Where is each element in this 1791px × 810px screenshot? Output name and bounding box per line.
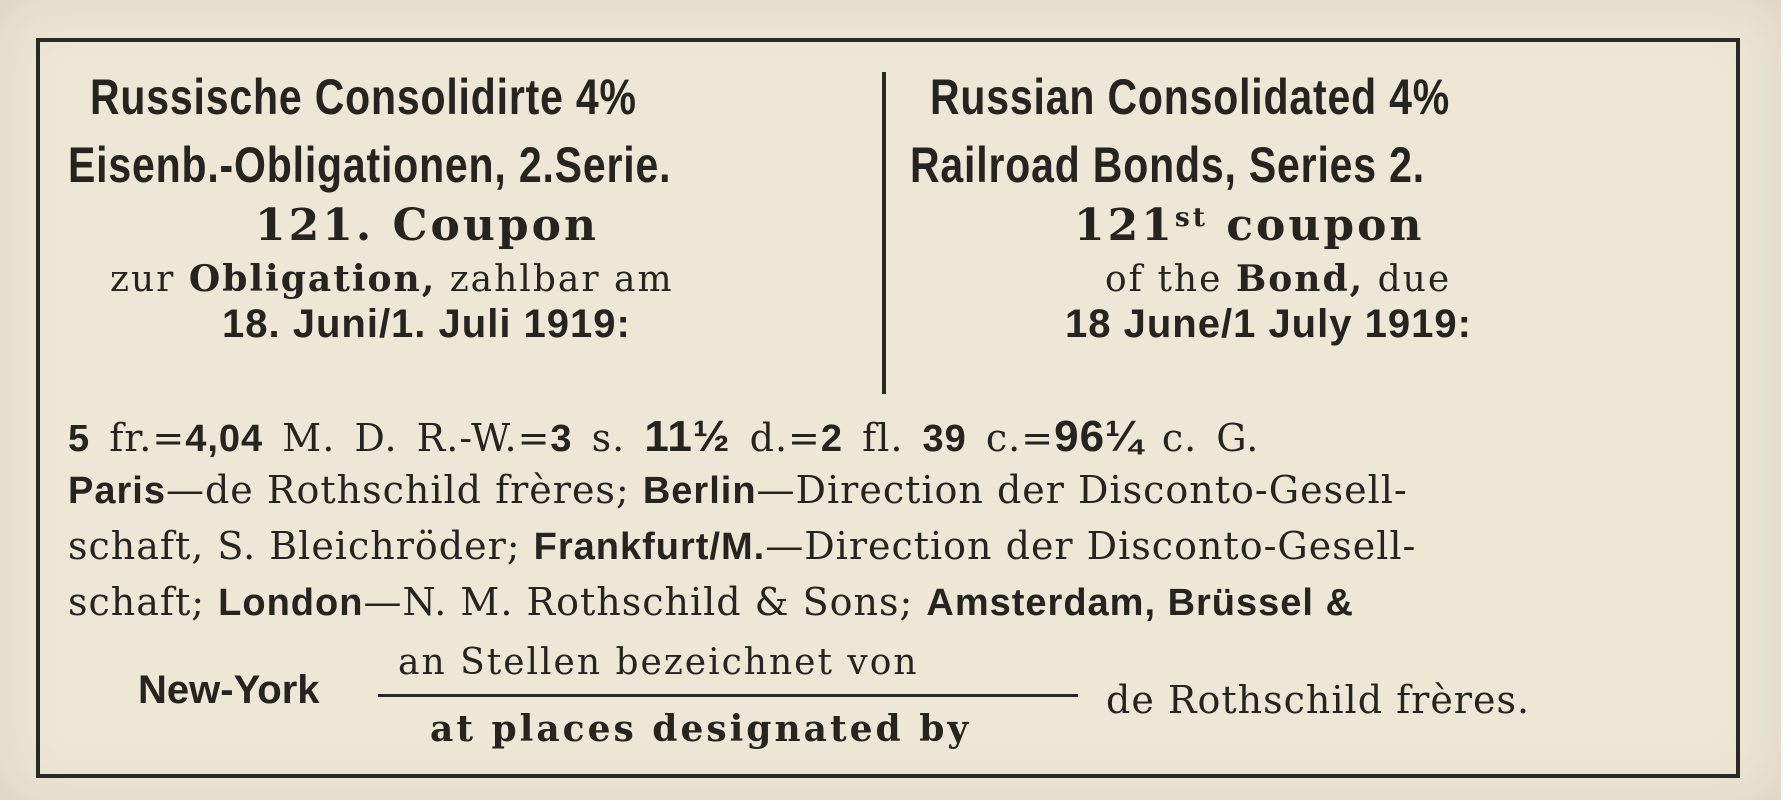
place-amsterdam-brussels: Amsterdam, Brüssel &	[926, 582, 1354, 624]
rate-florins-amount: 2	[820, 418, 844, 460]
rate-cents-unit: c.=	[985, 416, 1055, 460]
rate-gold-amount: 96¼	[1054, 412, 1143, 461]
new-york-german-note: an Stellen bezeichnet von	[398, 642, 919, 683]
rate-marks-unit: M. D. R.-W.=	[282, 416, 551, 460]
english-title-line2: Railroad Bonds, Series 2.	[910, 137, 1425, 193]
place-berlin-agent: —Direction der Disconto-Gesell-	[756, 468, 1408, 512]
rate-marks-amount: 4,04	[185, 418, 264, 460]
column-divider	[882, 72, 886, 394]
places-line-1	[68, 468, 1408, 513]
german-title-line1: Russische Consolidirte 4%	[90, 69, 637, 125]
english-due-line	[1105, 258, 1451, 300]
english-due-date: 18 June/1 July 1919:	[1065, 302, 1472, 346]
german-title-line2: Eisenb.-Obligationen, 2.Serie.	[68, 137, 672, 193]
english-due-pre: of the	[1105, 259, 1223, 300]
german-due-date: 18. Juni/1. Juli 1919:	[222, 302, 631, 346]
new-york-english-note: at places designated by	[430, 708, 972, 750]
english-coupon-number	[1074, 200, 1424, 251]
place-new-york: New-York	[138, 668, 320, 712]
places-line-2	[68, 524, 1416, 569]
german-due-bold: Obligation,	[188, 258, 437, 300]
place-frankfurt: Frankfurt/M.	[533, 526, 766, 568]
english-due-bold: Bond,	[1235, 258, 1365, 300]
english-due-post: due	[1377, 259, 1452, 300]
english-coupon-sup: st	[1174, 202, 1208, 233]
rate-pence-unit: d.=	[749, 416, 821, 460]
rate-florins-unit: fl.	[862, 416, 904, 460]
rate-pence-amount: 11½	[644, 412, 731, 461]
rate-shillings-amount: 3	[550, 418, 573, 460]
place-paris-agent: —de Rothschild frères;	[165, 468, 630, 512]
place-frankfurt-agent: —Direction der Disconto-Gesell-	[765, 524, 1417, 568]
rate-cents-amount: 39	[922, 418, 967, 460]
rate-francs-unit: fr.=	[109, 416, 186, 460]
english-coupon-num: 121	[1074, 200, 1175, 251]
place-berlin: Berlin	[642, 470, 757, 512]
new-york-agent: de Rothschild frères.	[1106, 678, 1531, 722]
rate-shillings-unit: s.	[591, 416, 626, 460]
place-frankfurt-agent-cont: schaft;	[68, 580, 206, 624]
german-coupon-number: 121. Coupon	[255, 200, 599, 251]
german-due-pre: zur	[110, 259, 176, 300]
german-due-post: zahlbar am	[449, 259, 674, 300]
rate-gold-unit: c. G.	[1161, 416, 1260, 460]
place-berlin-agent-cont: schaft, S. Bleichröder;	[68, 524, 521, 568]
place-london: London	[218, 582, 364, 624]
german-due-line	[110, 258, 674, 300]
rate-francs-amount: 5	[68, 418, 91, 460]
places-line-3	[68, 580, 1354, 625]
english-title-line1: Russian Consolidated 4%	[930, 69, 1451, 125]
english-coupon-word: coupon	[1226, 200, 1425, 251]
place-london-agent: —N. M. Rothschild & Sons;	[363, 580, 914, 624]
exchange-rates-line	[68, 412, 1259, 462]
fraction-rule	[378, 694, 1078, 697]
place-paris: Paris	[68, 470, 166, 512]
